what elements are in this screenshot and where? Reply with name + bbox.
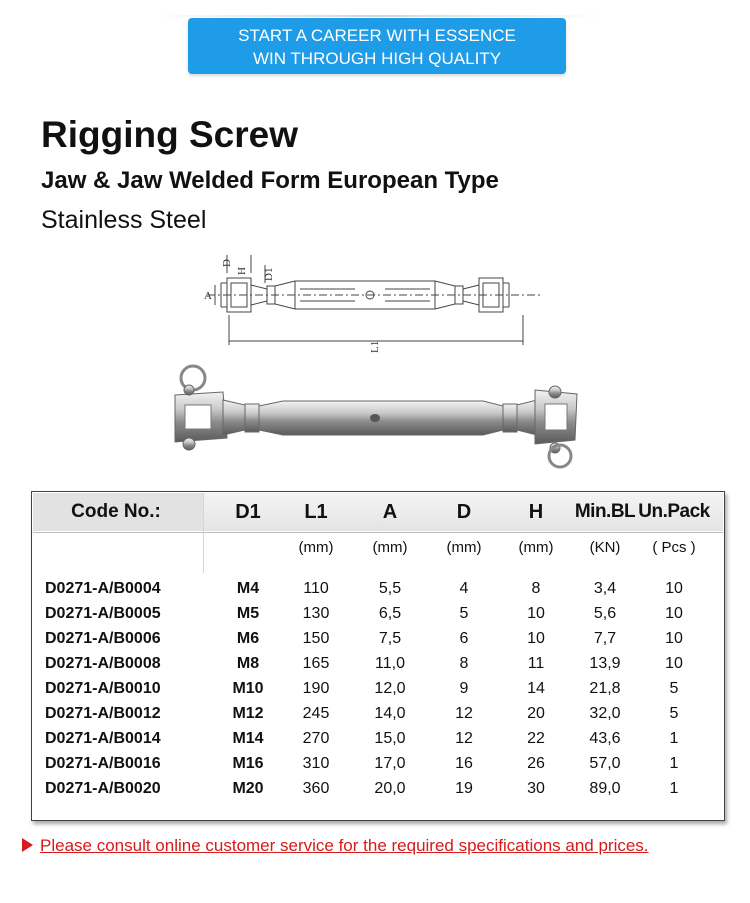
cell-code: D0271-A/B0012 [45, 705, 161, 722]
dim-label-d1: D1 [263, 267, 275, 281]
cell-d: 19 [455, 780, 473, 797]
cell-l1: 165 [302, 655, 330, 672]
cell-h: 26 [527, 755, 545, 772]
technical-drawing [195, 245, 545, 355]
product-title: Rigging Screw [41, 114, 298, 155]
banner-line-2: WIN THROUGH HIGH QUALITY [252, 49, 502, 68]
cell-min-bl: 7,7 [593, 630, 617, 647]
cell-un-pack: 10 [665, 630, 683, 647]
cell-d1: M5 [236, 605, 260, 622]
cell-code: D0271-A/B0006 [45, 630, 161, 647]
cell-min-bl: 13,9 [589, 655, 621, 672]
dim-label-h: H [236, 267, 248, 275]
table-row [32, 576, 724, 601]
cell-l1: 150 [302, 630, 330, 647]
triangle-arrow-icon [22, 838, 33, 852]
cell-a: 20,0 [374, 780, 406, 797]
dim-label-d: D [221, 259, 233, 267]
cell-un-pack: 10 [665, 580, 683, 597]
table-row [32, 726, 724, 751]
cell-min-bl: 89,0 [589, 780, 621, 797]
cell-code: D0271-A/B0014 [45, 730, 161, 747]
cell-d1: M10 [232, 680, 264, 697]
cell-l1: 270 [302, 730, 330, 747]
cell-h: 11 [527, 655, 545, 672]
header-d1: D1 [235, 501, 261, 523]
cell-h: 14 [527, 680, 545, 697]
header-un-pack: Un.Pack [638, 501, 710, 522]
table-row [32, 701, 724, 726]
product-material: Stainless Steel [41, 206, 207, 234]
banner-line-1: START A CAREER WITH ESSENCE [238, 26, 516, 45]
cell-h: 20 [527, 705, 545, 722]
cell-h: 8 [531, 580, 541, 597]
cell-l1: 110 [303, 580, 329, 597]
cell-h: 22 [527, 730, 545, 747]
header-l1: L1 [304, 501, 328, 523]
table-row [32, 751, 724, 776]
cell-min-bl: 32,0 [589, 705, 621, 722]
cell-l1: 130 [302, 605, 330, 622]
cell-d: 8 [459, 655, 469, 672]
cell-a: 17,0 [374, 755, 406, 772]
unit-h: (mm) [518, 539, 554, 556]
dim-label-l1: L1 [369, 340, 381, 353]
table-row [32, 776, 724, 801]
cell-min-bl: 21,8 [589, 680, 621, 697]
cell-l1: 310 [302, 755, 330, 772]
cell-d1: M4 [236, 580, 260, 597]
notice-link[interactable]: Please consult online customer service for the required specifications and prices. [40, 836, 649, 855]
cell-un-pack: 10 [665, 605, 683, 622]
cell-un-pack: 1 [669, 780, 679, 797]
cell-l1: 360 [302, 780, 330, 797]
cell-un-pack: 1 [669, 755, 679, 772]
cell-a: 7,5 [378, 630, 402, 647]
header-a: A [382, 501, 398, 523]
cell-d1: M8 [236, 655, 260, 672]
cell-d: 16 [455, 755, 473, 772]
cell-a: 12,0 [374, 680, 406, 697]
header-h: H [528, 501, 544, 523]
cell-min-bl: 43,6 [589, 730, 621, 747]
cell-a: 6,5 [378, 605, 402, 622]
cell-code: D0271-A/B0005 [45, 605, 161, 622]
cell-un-pack: 5 [669, 680, 679, 697]
notice[interactable] [22, 836, 649, 856]
cell-h: 10 [527, 630, 545, 647]
cell-un-pack: 5 [669, 705, 679, 722]
cell-a: 15,0 [374, 730, 406, 747]
cell-d: 6 [459, 630, 469, 647]
code-column-divider [203, 493, 204, 573]
cell-h: 10 [527, 605, 545, 622]
header-separator [33, 532, 723, 533]
cell-code: D0271-A/B0016 [45, 755, 161, 772]
cell-d: 9 [459, 680, 469, 697]
cell-d1: M20 [232, 780, 264, 797]
slogan-banner [188, 18, 566, 74]
cell-d1: M16 [232, 755, 264, 772]
cell-un-pack: 10 [665, 655, 683, 672]
table-row [32, 626, 724, 651]
product-photo [165, 360, 585, 470]
cell-code: D0271-A/B0008 [45, 655, 161, 672]
unit-l1: (mm) [298, 539, 334, 556]
cell-code: D0271-A/B0020 [45, 780, 161, 797]
cell-d: 4 [459, 580, 469, 597]
table-row [32, 601, 724, 626]
cell-min-bl: 57,0 [589, 755, 621, 772]
cell-min-bl: 3,4 [593, 580, 617, 597]
cell-code: D0271-A/B0010 [45, 680, 161, 697]
spec-table [31, 491, 725, 821]
table-row [32, 651, 724, 676]
cell-l1: 190 [302, 680, 330, 697]
header-d: D [456, 501, 472, 523]
cell-a: 14,0 [374, 705, 406, 722]
product-subtitle: Jaw & Jaw Welded Form European Type [41, 167, 499, 194]
cell-a: 5,5 [378, 580, 402, 597]
cell-min-bl: 5,6 [593, 605, 617, 622]
unit-un-pack: ( Pcs ) [652, 539, 696, 556]
cell-un-pack: 1 [669, 730, 679, 747]
cell-d: 5 [459, 605, 469, 622]
cell-h: 30 [527, 780, 545, 797]
banner-divider [150, 15, 604, 17]
cell-a: 11,0 [375, 655, 405, 672]
cell-l1: 245 [302, 705, 330, 722]
cell-d1: M6 [236, 630, 260, 647]
header-code: Code No.: [71, 501, 161, 522]
cell-d: 12 [455, 730, 473, 747]
cell-d: 12 [455, 705, 473, 722]
cell-d1: M12 [232, 705, 264, 722]
unit-d: (mm) [446, 539, 482, 556]
unit-a: (mm) [372, 539, 408, 556]
dim-label-a: A [204, 290, 212, 302]
cell-code: D0271-A/B0004 [45, 580, 161, 597]
cell-d1: M14 [232, 730, 264, 747]
header-min-bl: Min.BL [574, 501, 636, 522]
unit-min-bl: (KN) [589, 539, 621, 556]
table-row [32, 676, 724, 701]
